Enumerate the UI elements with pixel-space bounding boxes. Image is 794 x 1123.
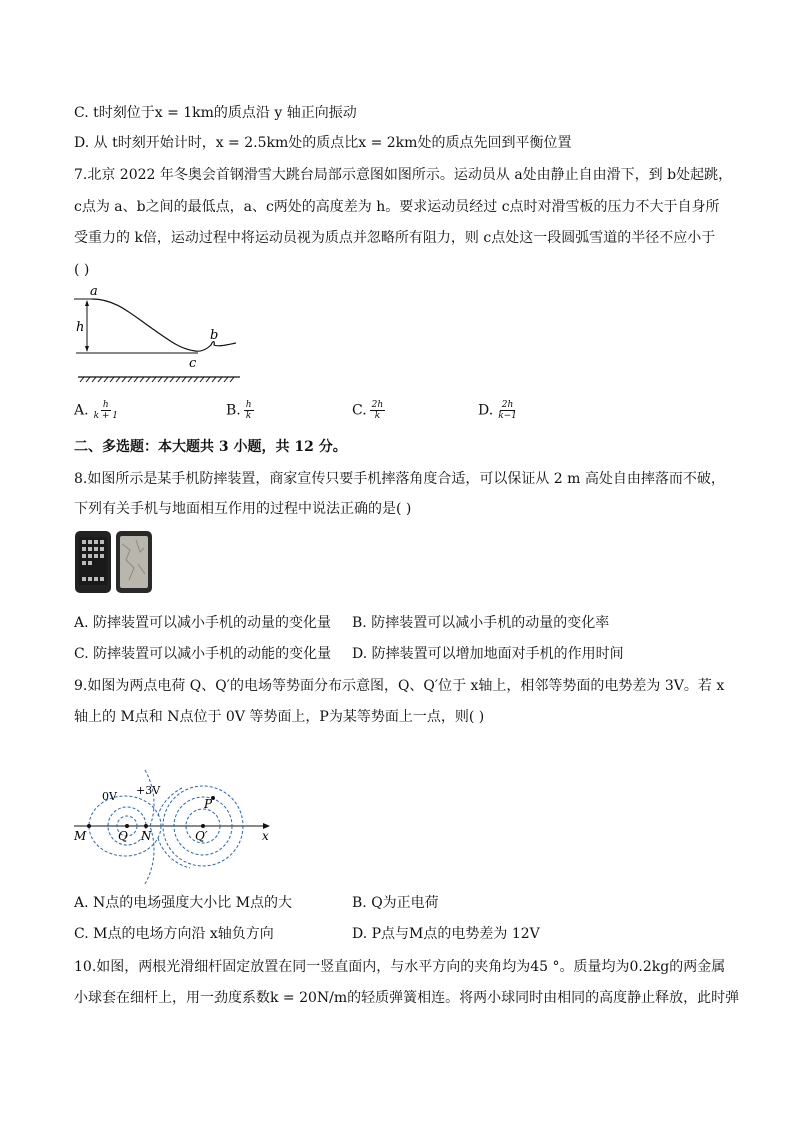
q7-text-line3: 受重力的 k倍，运动过程中将运动员视为质点并忽略所有阻力，则 c点处这一段圆弧雪道的半径不应小于 bbox=[74, 230, 716, 246]
label-x-axis: x bbox=[262, 829, 269, 843]
label-0v: 0V bbox=[102, 790, 117, 803]
q7-option-a: A. $\frac{h}{k + 1}$ bbox=[74, 400, 119, 421]
label-plus-3v: +3V bbox=[136, 784, 161, 797]
q9-option-a: A. N点的电场强度大小比 M点的大 bbox=[74, 895, 293, 911]
label-m: M bbox=[74, 829, 87, 843]
q6-option-c: C. t时刻位于x = 1km的质点沿 y 轴正向振动 bbox=[74, 105, 357, 121]
point-b-label: b bbox=[210, 328, 219, 343]
point-a-label: a bbox=[90, 285, 98, 299]
q8-text-line1: 8.如图所示是某手机防摔装置，商家宣传只要手机摔落角度合适，可以保证从 2 m 高处自由摔落而不破， bbox=[74, 471, 725, 487]
section-heading-multiple-choice: 二、多选题：本大题共 3 小题，共 12 分。 bbox=[74, 439, 347, 455]
q9-option-c: C. M点的电场方向沿 x轴负方向 bbox=[74, 926, 274, 942]
phone-case-image bbox=[74, 530, 154, 594]
point-c-label: c bbox=[189, 356, 197, 371]
q7-text-line2: c点为 a、b之间的最低点，a、c两处的高度差为 h。要求运动员经过 c点时对滑雪板的压力不大于自身所 bbox=[74, 199, 720, 215]
q7-text-line1: 7.北京 2022 年冬奥会首钢滑雪大跳台局部示意图如图所示。运动员从 a处由静止自由滑下，到 b处起跳， bbox=[74, 167, 733, 183]
q7-option-b: B. $\frac{h}{k}$ bbox=[226, 400, 252, 421]
label-q: Q bbox=[118, 829, 128, 843]
q9-equipotential-figure bbox=[70, 760, 290, 890]
q7-option-c: C. $\frac{2h}{k}$ bbox=[352, 400, 384, 421]
label-p: P bbox=[204, 797, 213, 811]
q8-option-a: A. 防摔装置可以减小手机的动量的变化量 bbox=[74, 615, 332, 631]
q10-text-line1: 10.如图，两根光滑细杆固定放置在同一竖直面内，与水平方向的夹角均为45 °。质量均为0.2kg的两金属 bbox=[74, 959, 726, 975]
q8-option-d: D. 防摔装置可以增加地面对手机的作用时间 bbox=[352, 646, 624, 662]
q8-option-b: B. 防摔装置可以减小手机的动量的变化率 bbox=[352, 615, 610, 631]
q8-text-line2: 下列有关手机与地面相互作用的过程中说法正确的是( ) bbox=[74, 501, 412, 517]
q9-option-b: B. Q为正电荷 bbox=[352, 895, 439, 911]
q7-ski-slope-figure bbox=[70, 285, 250, 385]
q7-text-line4: ( ) bbox=[74, 262, 90, 278]
label-q-prime: Q′ bbox=[195, 829, 208, 843]
q9-option-d: D. P点与M点的电势差为 12V bbox=[352, 926, 540, 942]
height-h-label: h bbox=[76, 320, 85, 335]
q9-text-line1: 9.如图为两点电荷 Q、Q′的电场等势面分布示意图，Q、Q′位于 x轴上，相邻等势面的电势差为 3V。若 x bbox=[74, 678, 725, 694]
q9-text-line2: 轴上的 M点和 N点位于 0V 等势面上，P为某等势面上一点，则( ) bbox=[74, 709, 485, 725]
q7-option-d: D. $\frac{2h}{k-1}$ bbox=[478, 400, 517, 421]
q10-text-line2: 小球套在细杆上，用一劲度系数k = 20N/m的轻质弹簧相连。将两小球同时由相同的高度静止释放，此时弹 bbox=[74, 990, 740, 1006]
ground-hatch bbox=[80, 377, 234, 382]
q8-option-c: C. 防摔装置可以减小手机的动能的变化量 bbox=[74, 646, 332, 662]
label-n: N bbox=[141, 829, 152, 843]
q6-option-d: D. 从 t时刻开始计时，x = 2.5km处的质点比x = 2km处的质点先回到平衡位置 bbox=[74, 135, 572, 151]
